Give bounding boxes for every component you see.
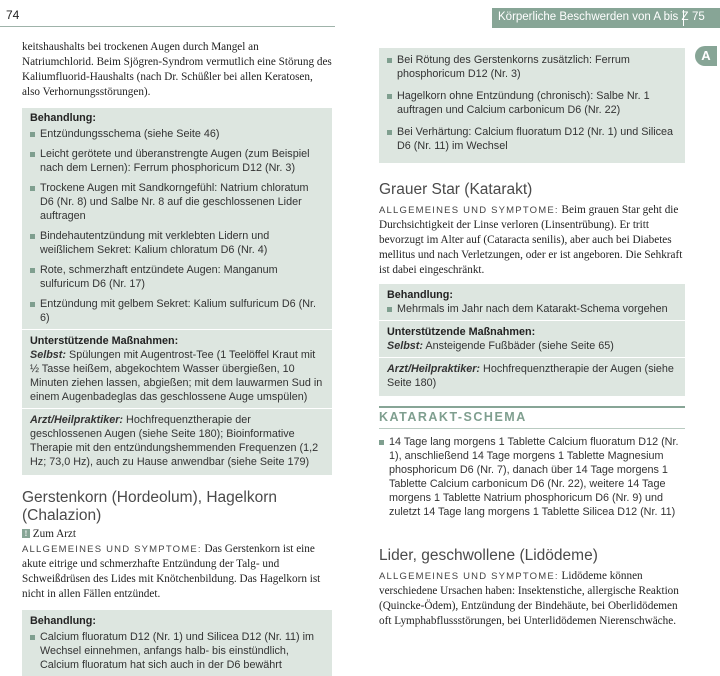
support-selbst (30, 348, 324, 404)
box-divider (22, 408, 332, 409)
left-column (22, 40, 332, 676)
zum-arzt-text: Zum Arzt (32, 528, 76, 540)
right-column (379, 48, 685, 629)
schema-rule (379, 428, 685, 429)
star-selbst-label: Selbst: (387, 340, 423, 352)
star-support-arzt (387, 362, 677, 392)
selbst-text: Spülungen mit Augentrost-Tee (1 Teelöffel Kraut mit ½ Tasse heißem, abgekochtem Wasser übergießen, 10 Minuten ziehen lassen, abgießen; mit dem lauwarmen Sud in einem Augenbadeglas das geschlossene Auge umspülen) (30, 349, 323, 403)
star-selbst-text: Ansteigende Fußbäder (siehe Seite 65) (425, 340, 614, 352)
list-item: 14 Tage lang morgens 1 Tablette Calcium fluoratum D12 (Nr. 1), anschließend 14 Tage morgens 1 Tablette Magnesium phosphoricum D6 (Nr. 7), danach über 14 Tage morgens 1 Tablette Calcium carbonicum D6 (Nr. 22), weitere 14 Tage morgens 1 Tablette Natrium phosphoricum D6 (Nr. 9) und zuletzt 14 Tage lang morgens 1 Tablette Silicea D12 (Nr. 11) (379, 435, 685, 519)
star-arzt-text: Hochfrequenztherapie der Augen (siehe Seite 180) (387, 363, 674, 389)
gerstenkorn-description (22, 542, 332, 602)
star-treatment-label: Behandlung: (387, 289, 453, 301)
header-separator (683, 10, 684, 26)
zum-arzt-note (22, 527, 332, 542)
treatment2-label: Behandlung: (30, 615, 96, 627)
star-treatment-box (379, 284, 685, 396)
list-item: Bindehautentzündung mit verklebten Lidern und weißlichem Sekret: Kalium chloratum D6 (Nr. 4) (30, 229, 324, 257)
katarakt-schema-section (379, 406, 685, 519)
list-item: Bei Verhärtung: Calcium fluoratum D12 (Nr. 1) und Silicea D6 (Nr. 11) im Wechsel (387, 125, 677, 159)
left-header-rule (0, 26, 335, 27)
star-allg-text: Beim grauen Star geht die Durchsichtigkeit der Linse verloren (Linsentrübung). Er tritt bevorzugt im Alter auf (Cataracta senilis), aber auch bei Diabetes mellitus und nach Verletzungen, oder er ist angeboren. Die Sehkraft ist dabei eingeschränkt. (379, 204, 683, 276)
star-allg-label: ALLGEMEINES UND SYMPTOME: (379, 205, 559, 216)
support-arzt (30, 413, 324, 471)
box-divider (379, 320, 685, 321)
list-item: Leicht gerötete und überanstrengte Augen (zum Beispiel nach dem Lernen): Ferrum phosphoricum D12 (Nr. 3) (30, 147, 324, 175)
selbst-label: Selbst: (30, 349, 66, 361)
list-item: Rote, schmerzhaft entzündete Augen: Manganum sulfuricum D6 (Nr. 17) (30, 263, 324, 291)
katarakt-schema-heading: KATARAKT-SCHEMA (379, 410, 527, 424)
alphabet-tab[interactable]: A (695, 46, 717, 66)
doctor-warning-icon: ! (22, 529, 30, 538)
allg-text: Das Gerstenkorn ist eine akute eitrige und schmerzhafte Entzündung der Talg- und Schweißdrüsen des Lides mit Knötchenbildung. Das Hagelkorn ist nicht in allen Fällen entzündet. (22, 543, 321, 600)
star-description (379, 203, 685, 278)
list-item: Hagelkorn ohne Entzündung (chronisch): Salbe Nr. 1 auftragen und Calcium carbonicum D6 (Nr. 22) (387, 89, 677, 117)
grauer-star-heading: Grauer Star (Katarakt) (379, 181, 533, 198)
box-divider (379, 357, 685, 358)
intro-paragraph: keitshaushalts bei trockenen Augen durch Mangel an Natriumchlorid. Beim Sjögren-Syndrom vermutlich eine Störung des Kaliumfluorid-Haushalts (nach Dr. Schüßler bei allen Keratosen, also Verhornungsstörungen). (22, 41, 332, 98)
lider-description (379, 569, 685, 629)
star-support-label: Unterstützende Maßnahmen: (387, 326, 536, 338)
arzt-label: Arzt/Heilpraktiker: (30, 414, 124, 426)
star-arzt-label: Arzt/Heilpraktiker: (387, 363, 481, 375)
right-page-number: 75 (692, 11, 705, 23)
list-item: Calcium fluoratum D12 (Nr. 1) und Silicea D12 (Nr. 11) im Wechsel einnehmen, anfangs halb- bis einstündlich, Calcium fluoratum hat sich auch in der D6 bewährt (30, 630, 324, 672)
gerstenkorn-heading: Gerstenkorn (Hordeolum), Hagelkorn (Chalazion) (22, 489, 277, 524)
lider-allg-text: Lidödeme können verschiedene Ursachen haben: Insektenstiche, allergische Reaktion (Quincke-Ödem), Entzündung der Bindehäute, bei Oberlidödemen oft Lymphabflussstörungen, bei Unterlidödemen Nierenschwäche. (379, 570, 679, 627)
treatment-box (22, 108, 332, 475)
section-title: Körperliche Beschwerden von A bis Z (498, 11, 689, 23)
list-item: Bei Rötung des Gerstenkorns zusätzlich: Ferrum phosphoricum D12 (Nr. 3) (387, 53, 677, 81)
support-label: Unterstützende Maßnahmen: (30, 335, 179, 347)
list-item: Trockene Augen mit Sandkorngefühl: Natrium chloratum D6 (Nr. 8) und Salbe Nr. 8 auf die geschlossenen Lider auftragen (30, 181, 324, 223)
list-item: Mehrmals im Jahr nach dem Katarakt-Schema vorgehen (387, 302, 677, 316)
lider-heading: Lider, geschwollene (Lidödeme) (379, 547, 598, 564)
treatment2-box (22, 610, 332, 676)
allg-label: ALLGEMEINES UND SYMPTOME: (22, 544, 202, 555)
treatment-label: Behandlung: (30, 112, 96, 124)
gerstenkorn-continued-box (379, 48, 685, 163)
left-page-number: 74 (6, 8, 20, 22)
lider-allg-label: ALLGEMEINES UND SYMPTOME: (379, 571, 559, 582)
arzt-text: Hochfrequenztherapie der geschlossenen Augen (siehe Seite 180); Bioinformative Therapie mit den entzündungshemmenden Frequenzen (1,2 Hz; 73,0 Hz), auch zu Hause anwendbar (siehe Seite 179) (30, 414, 319, 468)
list-item: Entzündung mit gelbem Sekret: Kalium sulfuricum D6 (Nr. 6) (30, 297, 324, 325)
star-support-selbst (387, 339, 677, 353)
list-item: Entzündungsschema (siehe Seite 46) (30, 127, 324, 141)
box-divider (22, 329, 332, 330)
